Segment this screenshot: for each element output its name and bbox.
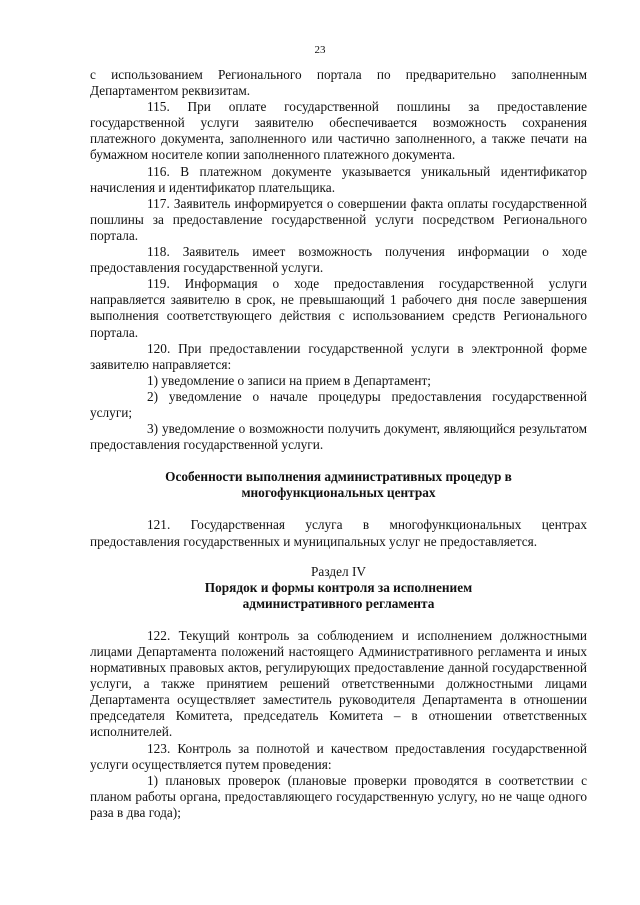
list-item-120-1: 1) уведомление о записи на прием в Департамент;	[147, 372, 431, 388]
paragraph-123: 123. Контроль за полнотой и качеством предоставления государственной услуги осуществляется путем проведения:	[90, 740, 587, 772]
list-item-120-3: 3) уведомление о возможности получить документ, являющийся результатом предоставления государственной услуги.	[90, 421, 587, 453]
paragraph-120: 120. При предоставлении государственной услуги в электронной форме заявителю направляется:	[90, 340, 587, 372]
section-title-line-1: Порядок и формы контроля за исполнением	[204, 579, 473, 595]
paragraph-115: 115. При оплате государственной пошлины за предоставление государственной услуги заявителю обеспечивается возможность сохранения платежного документа, заполненного или частично заполненного, а также печати на бумажном носителе копии заполненного платежного документа.	[90, 99, 587, 163]
page-number: 23	[314, 44, 326, 56]
paragraph-116: 116. В платежном документе указывается уникальный идентификатор начисления и идентификатор плательщика.	[90, 163, 587, 195]
section-title-line-2: административного регламента	[242, 595, 435, 611]
document-body	[90, 67, 587, 821]
paragraph-118: 118. Заявитель имеет возможность получения информации о ходе предоставления государственной услуги.	[90, 244, 587, 276]
paragraph-122: 122. Текущий контроль за соблюдением и исполнением должностными лицами Департамента положений настоящего Административного регламента и иных нормативных правовых актов, регулирующих предоставление данной государственной услуги, а также принятием решений ответственными должностными лицами Департамента осуществляет заместитель руководителя Департамента в отношении председателя Комитета, председатель Комитета – в отношении ответственных исполнителей.	[90, 627, 587, 740]
paragraph-continuation: с использованием Регионального портала по предварительно заполненным Департаментом реквизитам.	[90, 67, 587, 99]
mfc-heading-line-1: Особенности выполнения административных процедур в	[165, 469, 512, 485]
list-item-123-1: 1) плановых проверок (плановые проверки проводятся в соответствии с планом работы органа, предоставляющего государственную услугу, но не чаще одного раза в два года);	[90, 772, 587, 820]
section-label: Раздел IV	[311, 563, 366, 579]
mfc-heading-line-2: многофункциональных центрах	[241, 485, 436, 501]
paragraph-117: 117. Заявитель информируется о совершении факта оплаты государственной пошлины за предоставление государственной услуги посредством Регионального портала.	[90, 195, 587, 243]
paragraph-121: 121. Государственная услуга в многофункциональных центрах предоставления государственных и муниципальных услуг не предоставляется.	[90, 517, 587, 549]
list-item-120-2: 2) уведомление о начале процедуры предоставления государственной услуги;	[90, 388, 587, 420]
paragraph-119: 119. Информация о ходе предоставления государственной услуги направляется заявителю в срок, не превышающий 1 рабочего дня после завершения выполнения соответствующего действия с использованием средств Регионального портала.	[90, 276, 587, 340]
